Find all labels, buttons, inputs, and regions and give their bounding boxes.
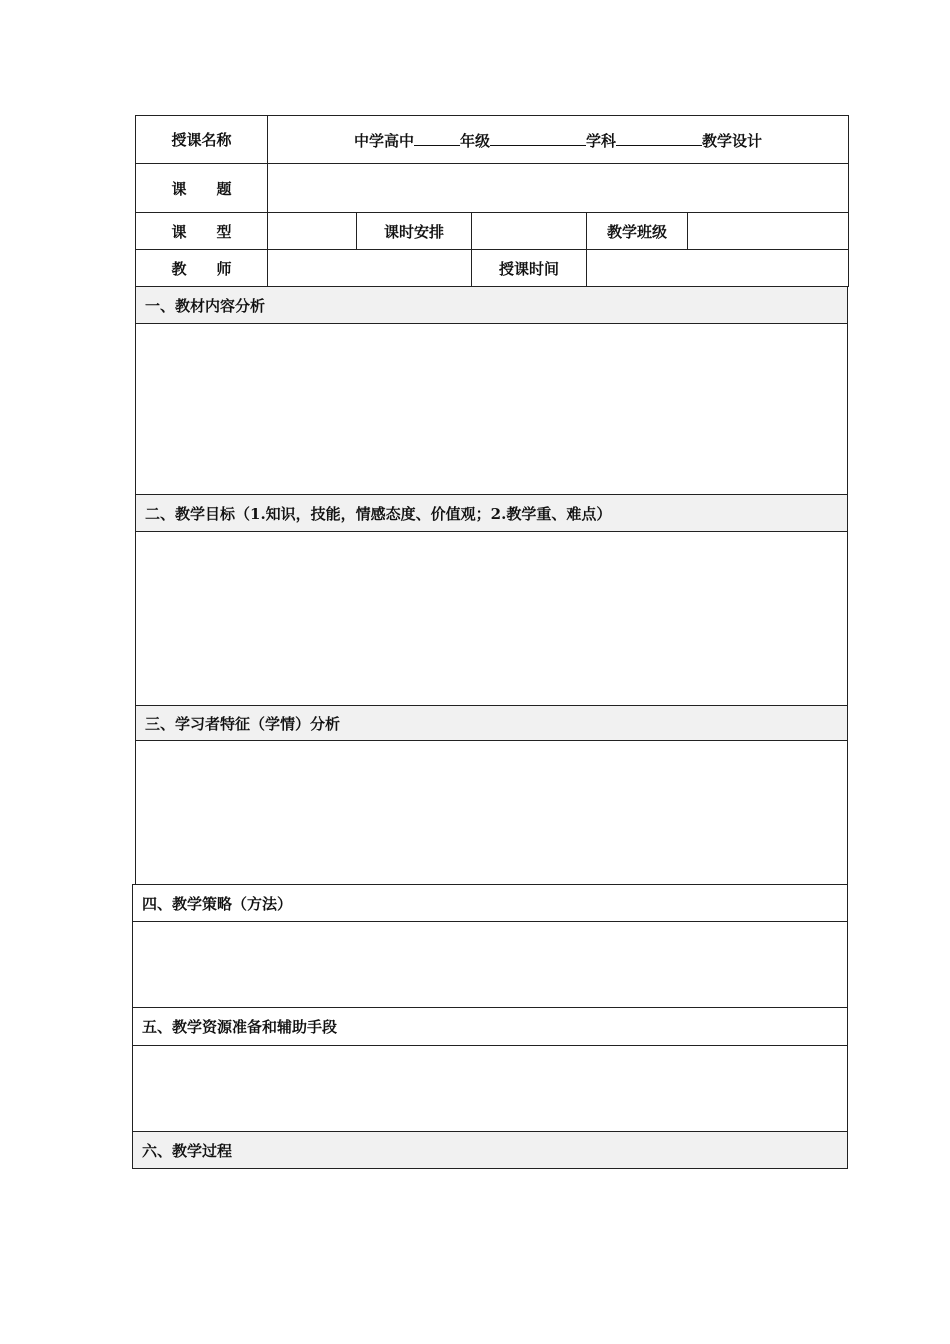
title-part-grade: 年级 bbox=[459, 131, 490, 150]
teacher-field[interactable] bbox=[268, 250, 472, 287]
form-title bbox=[268, 116, 849, 164]
class-field[interactable] bbox=[688, 213, 849, 250]
grade-blank[interactable] bbox=[414, 129, 460, 146]
section-body[interactable] bbox=[136, 532, 847, 705]
section-header: 二、教学目标（1.知识，技能，情感态度、价值观；2.教学重、难点） bbox=[136, 495, 847, 532]
type-row bbox=[136, 213, 849, 250]
section-header: 一、教材内容分析 bbox=[136, 287, 847, 324]
type-label: 课 型 bbox=[136, 213, 268, 250]
topic-label: 课 题 bbox=[136, 164, 268, 213]
time-label: 授课时间 bbox=[472, 250, 587, 287]
section-teaching-goals bbox=[135, 494, 848, 706]
section-material-analysis bbox=[135, 286, 848, 495]
section-body[interactable] bbox=[133, 1046, 847, 1131]
section-teaching-process bbox=[132, 1131, 848, 1169]
section-header: 四、教学策略（方法） bbox=[133, 885, 847, 922]
design-blank[interactable] bbox=[616, 129, 702, 146]
schedule-label: 课时安排 bbox=[357, 213, 472, 250]
time-field[interactable] bbox=[587, 250, 849, 287]
teacher-row bbox=[136, 250, 849, 287]
topic-row bbox=[136, 164, 849, 213]
course-name-label: 授课名称 bbox=[136, 116, 268, 164]
title-row bbox=[136, 116, 849, 164]
section-body[interactable] bbox=[133, 922, 847, 1007]
teacher-label: 教 师 bbox=[136, 250, 268, 287]
section-learner-analysis bbox=[135, 705, 848, 885]
section-header: 三、学习者特征（学情）分析 bbox=[136, 706, 847, 741]
section-header: 六、教学过程 bbox=[133, 1132, 847, 1168]
title-part-design: 教学设计 bbox=[702, 131, 763, 150]
title-part-subject: 学科 bbox=[586, 131, 617, 150]
type-field[interactable] bbox=[268, 213, 357, 250]
title-part-school: 中学高中 bbox=[353, 131, 414, 150]
section-body[interactable] bbox=[136, 324, 847, 494]
header-table bbox=[135, 115, 849, 287]
section-header: 五、教学资源准备和辅助手段 bbox=[133, 1008, 847, 1046]
section-body[interactable] bbox=[136, 741, 847, 884]
topic-field[interactable] bbox=[268, 164, 849, 213]
schedule-field[interactable] bbox=[472, 213, 587, 250]
class-label: 教学班级 bbox=[587, 213, 688, 250]
section-teaching-resources bbox=[132, 1007, 848, 1132]
subject-blank[interactable] bbox=[490, 129, 586, 146]
section-teaching-strategy bbox=[132, 884, 848, 1008]
